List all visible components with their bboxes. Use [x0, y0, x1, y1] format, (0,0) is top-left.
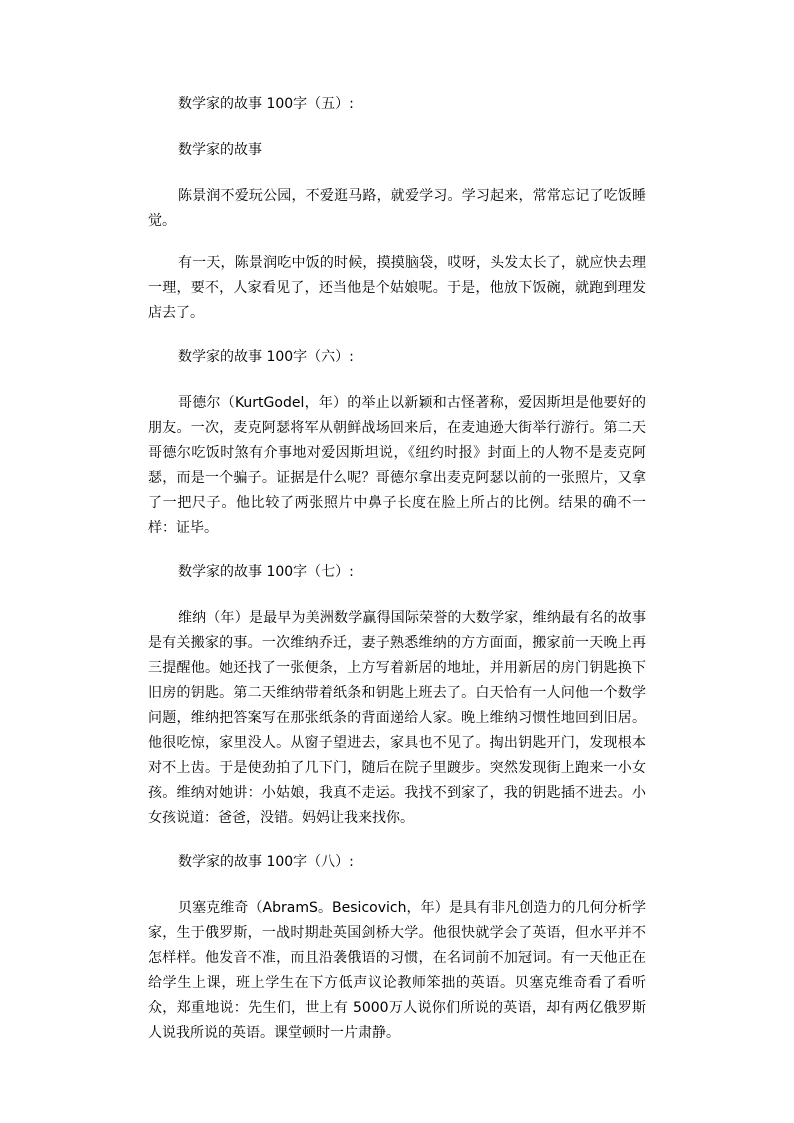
paragraph-godel: 哥德尔（KurtGodel，年）的举止以新颖和古怪著称，爱因斯坦是他要好的朋友。一次，麦克阿瑟将军从朝鲜战场回来后，在麦迪逊大街举行游行。第二天哥德尔吃饭时煞有介事地对爱因斯坦说，《纽约时报》封面上的人物不是麦克阿瑟，而是一个骗子。证据是什么呢？哥德尔拿出麦克阿瑟以前的一张照片，又拿了一把尺子。他比较了两张照片中鼻子长度在脸上所占的比例。结果的确不一样：证毕。	[148, 395, 646, 536]
section-heading-8: 数学家的故事 100字（八）:	[178, 854, 354, 870]
paragraph-chen-jingrun-study: 陈景润不爱玩公园，不爱逛马路，就爱学习。学习起来，常常忘记了吃饭睡觉。	[148, 188, 646, 229]
section-heading-5: 数学家的故事 100字（五）:	[178, 96, 354, 112]
section-heading-6: 数学家的故事 100字（六）:	[178, 349, 354, 365]
paragraph-chen-jingrun-haircut: 有一天，陈景润吃中饭的时候，摸摸脑袋，哎呀，头发太长了，就应快去理一理，要不，人家看见了，还当他是个姑娘呢。于是，他放下饭碗，就跑到理发店去了。	[148, 255, 646, 321]
document-page	[148, 92, 646, 1046]
story-title: 数学家的故事	[178, 142, 262, 158]
section-heading-7: 数学家的故事 100字（七）:	[178, 564, 354, 580]
paragraph-wiener: 维纳（年）是最早为美洲数学赢得国际荣誉的大数学家，维纳最有名的故事是有关搬家的事。一次维纳乔迁，妻子熟悉维纳的方方面面，搬家前一天晚上再三提醒他。她还找了一张便条，上方写着新居的地址，并用新居的房门钥匙换下旧房的钥匙。第二天维纳带着纸条和钥匙上班去了。白天恰有一人问他一个数学问题，维纳把答案写在那张纸条的背面递给人家。晚上维纳习惯性地回到旧居。他很吃惊，家里没人。从窗子望进去，家具也不见了。掏出钥匙开门，发现根本对不上齿。于是使劲拍了几下门，随后在院子里踱步。突然发现街上跑来一小女孩。维纳对她讲：小姑娘，我真不走运。我找不到家了，我的钥匙插不进去。小女孩说道：爸爸，没错。妈妈让我来找你。	[148, 610, 646, 826]
paragraph-besicovitch: 贝塞克维奇（AbramS。Besicovich，年）是具有非凡创造力的几何分析学家，生于俄罗斯，一战时期赴英国剑桥大学。他很快就学会了英语，但水平并不怎样样。他发音不准，而且沿袭俄语的习惯，在名词前不加冠词。有一天他正在给学生上课，班上学生在下方低声议论教师笨拙的英语。贝塞克维奇看了看听众，郑重地说：先生们，世上有 5000万人说你们所说的英语，却有两亿俄罗斯人说我所说的英语。课堂顿时一片肃静。	[148, 900, 646, 1041]
